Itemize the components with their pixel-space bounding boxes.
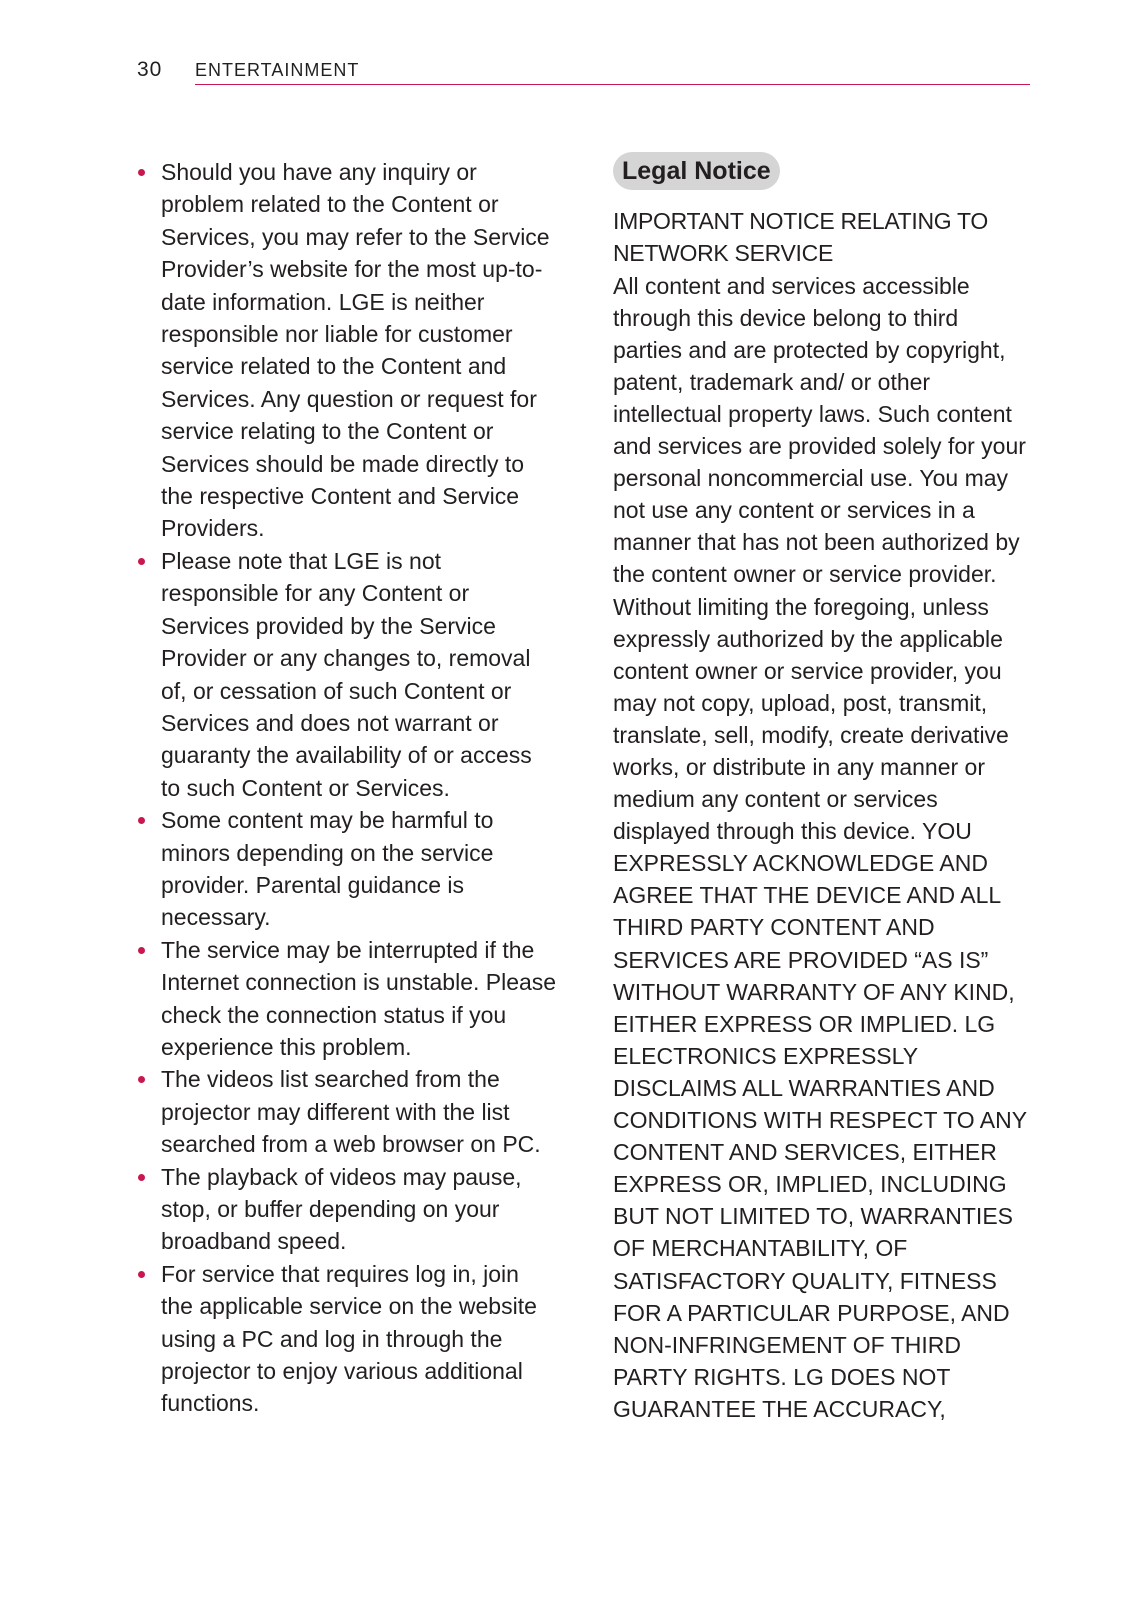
- bullet-text: The service may be interrupted if the Internet connection is unstable. Please check the connection status if you experience this problem.: [161, 936, 557, 1060]
- notice-body: All content and services accessible through this device belong to third parties and are protected by copyright, patent, trademark and/ or other intellectual property laws. Such content and services are provided solely for your personal noncommercial use. You may not use any content or services in a manner that has not been authorized by the content owner or service provider. Without limiting the foregoing, unless expressly authorized by the applicable content owner or service provider, you may not copy, upload, post, transmit, translate, sell, modify, create derivative works, or distribute in any manner or medium any content or services displayed through this device. YOU EXPRESSLY ACKNOWLEDGE AND AGREE THAT THE DEVICE AND ALL THIRD PARTY CONTENT AND SERVICES ARE PROVIDED “AS IS” WITHOUT WARRANTY OF ANY KIND, EITHER EXPRESS OR IMPLIED. LG ELECTRONICS EXPRESSLY DISCLAIMS ALL WARRANTIES AND CONDITIONS WITH RESPECT TO ANY CONTENT AND SERVICES, EITHER EXPRESS OR, IMPLIED, INCLUDING BUT NOT LIMITED TO, WARRANTIES OF MERCHANTABILITY, OF SATISFACTORY QUALITY, FITNESS FOR A PARTICULAR PURPOSE, AND NON-INFRINGEMENT OF THIRD PARTY RIGHTS. LG DOES NOT GUARANTEE THE ACCURACY,: [613, 272, 1027, 1422]
- page-number: 30: [137, 58, 163, 81]
- bullet-item: [137, 1063, 557, 1160]
- bullet-item: [137, 156, 557, 545]
- bullet-item: [137, 545, 557, 804]
- header-rule: [195, 84, 1030, 85]
- bullet-dot-icon: [138, 947, 145, 954]
- bullet-text: Some content may be harmful to minors depending on the service provider. Parental guidance is necessary.: [161, 807, 494, 931]
- bullet-dot-icon: [138, 1076, 145, 1083]
- bullet-dot-icon: [138, 169, 145, 176]
- bullet-dot-icon: [138, 817, 145, 824]
- page-header: [137, 56, 1030, 86]
- bullet-item: [137, 1161, 557, 1258]
- bullet-list: [137, 156, 557, 1420]
- bullet-dot-icon: [138, 558, 145, 565]
- bullet-text: For service that requires log in, join the applicable service on the website using a PC and log in through the projector to enjoy various additional functions.: [161, 1260, 537, 1417]
- bullet-item: [137, 934, 557, 1064]
- bullet-item: [137, 804, 557, 934]
- section-name: ENTERTAINMENT: [195, 60, 360, 80]
- right-column: [613, 152, 1033, 1425]
- bullet-text: The playback of videos may pause, stop, or buffer depending on your broadband speed.: [161, 1163, 522, 1255]
- notice-title: IMPORTANT NOTICE RELATING TO NETWORK SERVICE: [613, 208, 988, 266]
- legal-notice-heading: Legal Notice: [613, 152, 780, 190]
- bullet-dot-icon: [138, 1174, 145, 1181]
- bullet-item: [137, 1258, 557, 1420]
- bullet-text: The videos list searched from the projector may different with the list searched from a web browser on PC.: [161, 1066, 541, 1158]
- left-column: [137, 156, 557, 1420]
- bullet-text: Should you have any inquiry or problem related to the Content or Services, you may refer to the Service Provider’s website for the most up-to-date information. LGE is neither responsible nor liable for customer service related to the Content and Services. Any question or request for service relating to the Content or Services should be made directly to the respective Content and Service Providers.: [161, 159, 550, 542]
- bullet-dot-icon: [138, 1271, 145, 1278]
- bullet-text: Please note that LGE is not responsible for any Content or Services provided by the Service Provider or any changes to, removal of, or cessation of such Content or Services and does not warrant or guaranty the availability of or access to such Content or Services.: [161, 547, 532, 801]
